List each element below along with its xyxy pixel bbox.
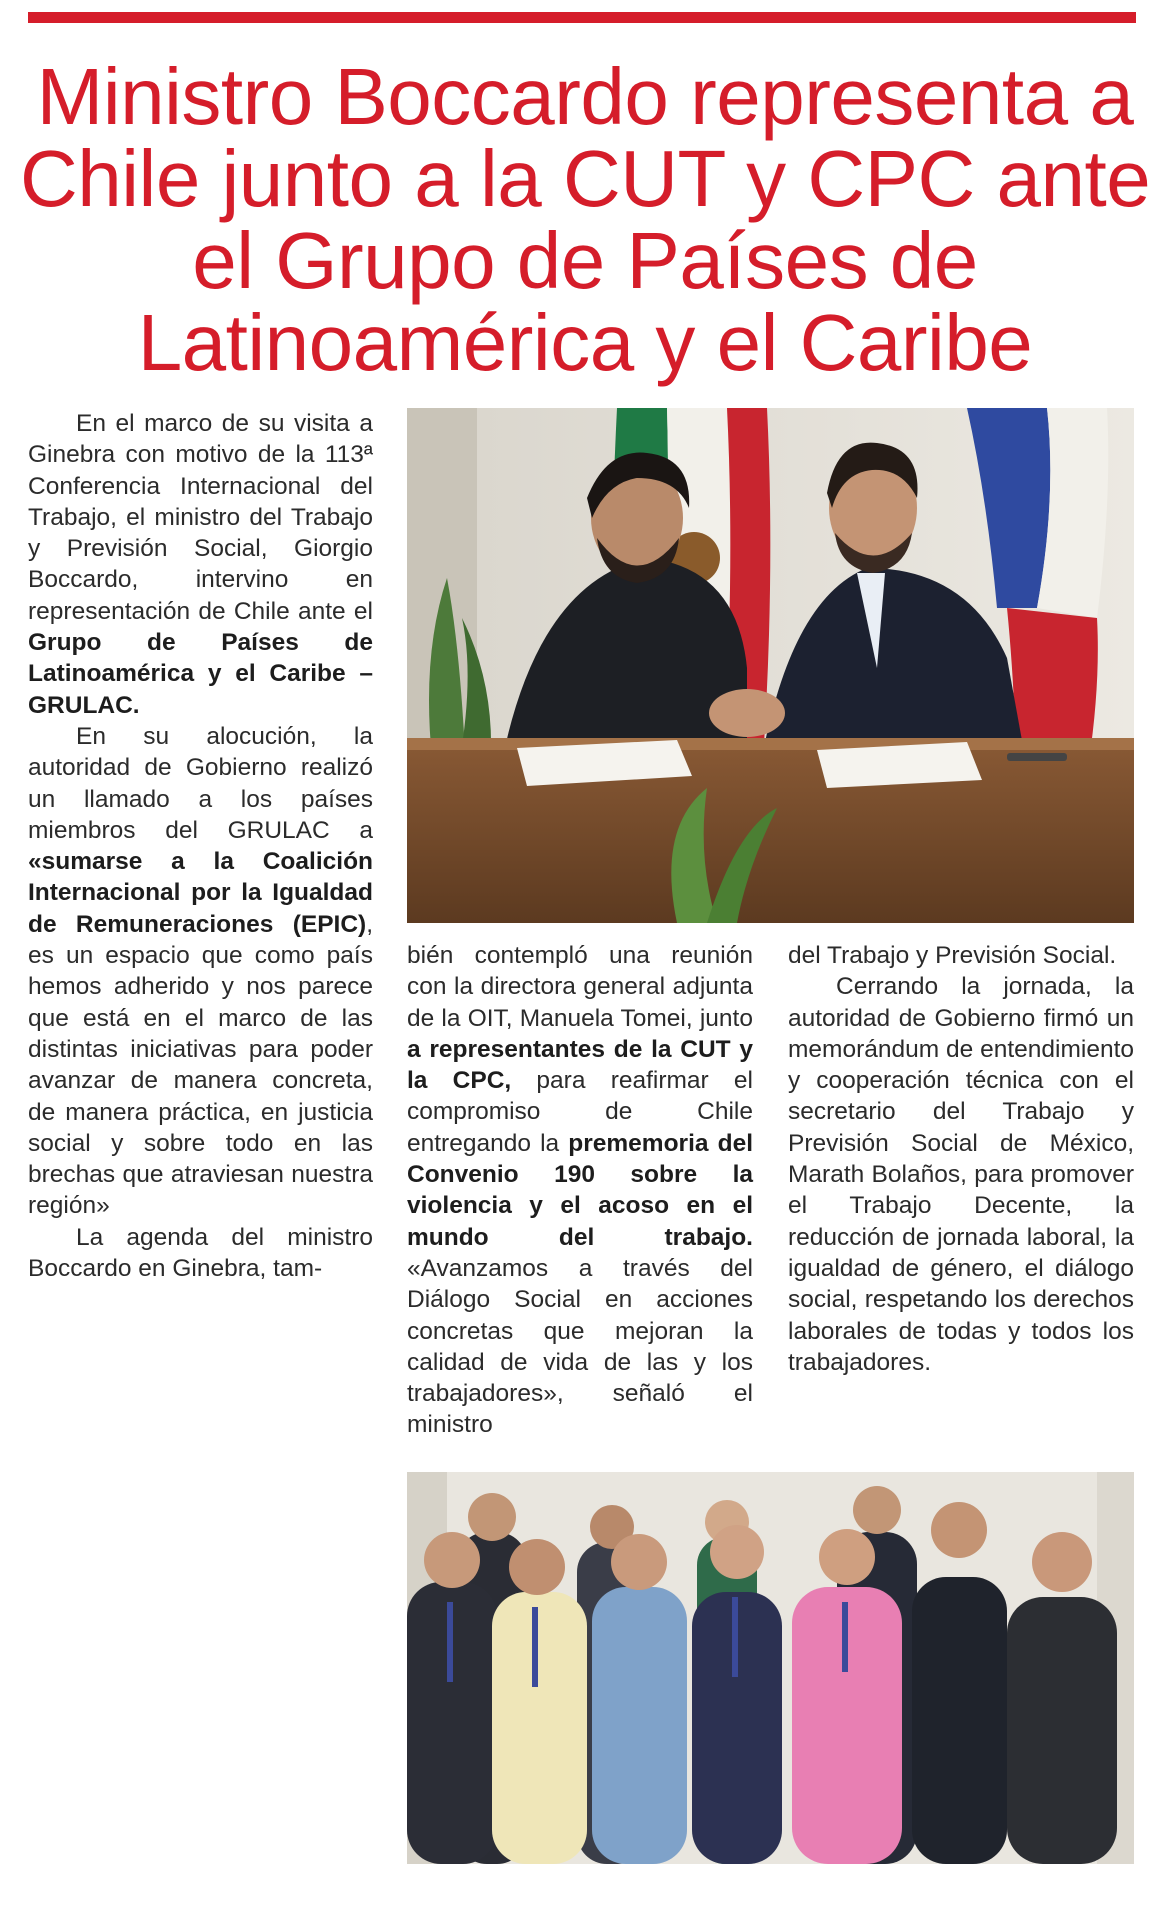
paragraph-agenda: La agenda del ministro Boccardo en Ginebra, tam-: [28, 1223, 373, 1283]
photo-handshake-signing: [407, 408, 1134, 923]
bold-text-run: Grupo de Países de Latinoamérica y el Caribe – GRULAC.: [28, 629, 373, 719]
bold-text-run: prememoria del Convenio 190 sobre la violencia y el acoso en el mundo del trabajo.: [407, 1129, 753, 1251]
article-column-1: [28, 408, 373, 1284]
text-run: , es un espacio que como país hemos adherido y nos parece que está en el marco de las distintas iniciativas para poder avanzar de manera concreta, de manera práctica, en justicia social y sobre todo en las brechas que atraviesan nuestra región»: [28, 910, 373, 1220]
bold-text-run: «sumarse a la Coalición Internacional por la Igualdad de Remuneraciones (EPIC): [28, 848, 373, 938]
text-run: En su alocución, la autoridad de Gobierno realizó un llamado a los países miembros del GRULAC a: [28, 722, 373, 844]
text-run: bién contempló una reunión con la directora general adjunta de la OIT, Manuela Tomei, junto: [407, 942, 753, 1032]
paragraph-ministry: del Trabajo y Previsión Social.: [788, 942, 1117, 969]
text-run: para reafirmar el compromiso de Chile entregando la: [407, 1067, 753, 1157]
bold-text-run: a representantes de la CUT y la CPC,: [407, 1035, 753, 1095]
handshake-photo-illustration: [407, 408, 1134, 923]
article-headline: [20, 52, 1151, 387]
headline-line-1: Ministro Boccardo representa a: [36, 52, 1134, 141]
paragraph-allocution: [28, 721, 373, 1222]
paragraph-meeting: [407, 940, 753, 1441]
article-column-2: [407, 940, 753, 1441]
photo-group-meeting: [407, 1472, 1134, 1864]
text-run: En el marco de su visita a Ginebra con motivo de la 113ª Conferencia Internacional del Trabajo, el ministro del Trabajo y Previsión Social, Giorgio Boccardo, intervino en representación de Chile ante el: [28, 410, 373, 625]
paragraph-closing: Cerrando la jornada, la autoridad de Gobierno firmó un memorándum de entendimiento y cooperación técnica con el secretario del Trabajo y Previsión Social de México, Marath Bolaños, para promover el Trabajo Decente, la reducción de jornada laboral, la igualdad de género, el diálogo social, respetando los derechos laborales de todas y todos los trabajadores.: [788, 973, 1134, 1376]
headline-line-4: Latinoamérica y el Caribe: [137, 298, 1033, 387]
group-photo-illustration: [407, 1472, 1134, 1864]
headline-line-2: Chile junto a la CUT y CPC ante: [20, 134, 1151, 223]
top-red-rule: [28, 12, 1136, 23]
article-column-3: [788, 940, 1134, 1378]
headline-line-3: el Grupo de Países de: [192, 216, 978, 305]
text-run: «Avanzamos a través del Diálogo Social en acciones concretas que mejoran la calidad de vida de las y los trabajadores», señaló el ministro: [407, 1254, 753, 1439]
paragraph-intro: [28, 408, 373, 721]
